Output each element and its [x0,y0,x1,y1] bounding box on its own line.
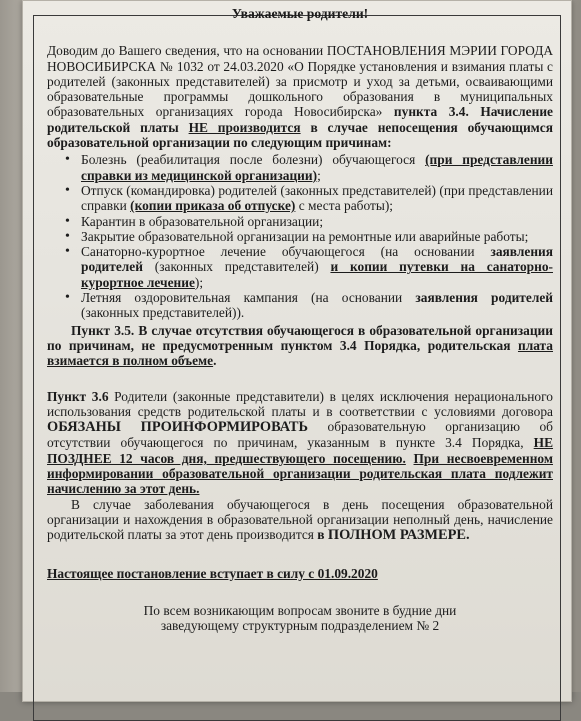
list-item: • Карантин в образовательной организации; [81,214,553,229]
illness-paragraph: В случае заболевания обучающегося в день посещения образовательной организации и нахождения в образовательной организации неполный день, начисление родительской платы за этот день производится в ПОЛНОМ РАЗМЕРЕ. [47,496,553,544]
clause-34-text-a: Начисление родительской платы [47,104,553,135]
list-item: • Отпуск (командировка) родителей (законных представителей) (при представлении справки (копии приказа об отпуске) с места работы); [81,183,553,214]
contact-info: По всем возникающим вопросам звоните в будние дни заведующему структурным подразделением № 2 [143,602,457,634]
list-item: • Санаторно-курортное лечение обучающегося (на основании заявления родителей (законных представителей) и копии путевки на санаторно-курортное лечение); [81,244,553,290]
reasons-list [47,152,553,320]
clause-34-text-b: в случае непосещения обучающимся образовательной организации по следующим причинам: [47,119,553,151]
notice-title: Уважаемые родители! [231,6,369,21]
clause-34-not: НЕ производится [188,119,301,135]
list-item: • Закрытие образовательной организации на ремонтные или аварийные работы; [81,229,553,244]
clause-36-paragraph: Пункт 3.6 Родители (законные представители) в целях исключения нерационального использования средств родительской платы и в соответствии с условиями договора ОБЯЗАНЫ ПРОИНФОРМИРОВАТЬ образовательную организацию об отсутствии обучающегося по причинам, указанным в пункте 3.4 Порядка, НЕ ПОЗДНЕЕ 12 часов дня, предшествующего посещению. При несвоевременном информировании образовательной организации родительская плата подлежит начислению за этот день. [47,388,554,497]
effective-date: Настоящее постановление вступает в силу с 01.09.2020 [47,565,378,581]
notice-content [47,1,553,633]
list-item: • Летняя оздоровительная кампания (на основании заявления родителей (законных представителей)). [81,290,553,321]
notice-sheet [22,0,572,702]
intro-paragraph [47,43,553,150]
clause-34-ref: пункта 3.4. [393,104,469,120]
intro-text: Доводим до Вашего сведения, что на основании ПОСТАНОВЛЕНИЯ МЭРИИ ГОРОДА НОВОСИБИРСКА № 1032 от 24.03.2020 «О Порядке установления и взимания платы с родителей (законных представителей) за присмотр и уход за детьми, осваивающими образовательные программы дошкольного образования в муниципальных образовательных организациях города Новосибирска» [47,43,553,120]
clause-35-paragraph: Пункт 3.5. В случае отсутствия обучающегося в образовательной организации по причинам, не предусмотренным пунктом 3.4 Порядка, родительская плата взимается в полном объеме. [47,322,553,369]
list-item: • Болезнь (реабилитация после болезни) обучающегося (при представлении справки из медицинской организации); [81,152,553,183]
